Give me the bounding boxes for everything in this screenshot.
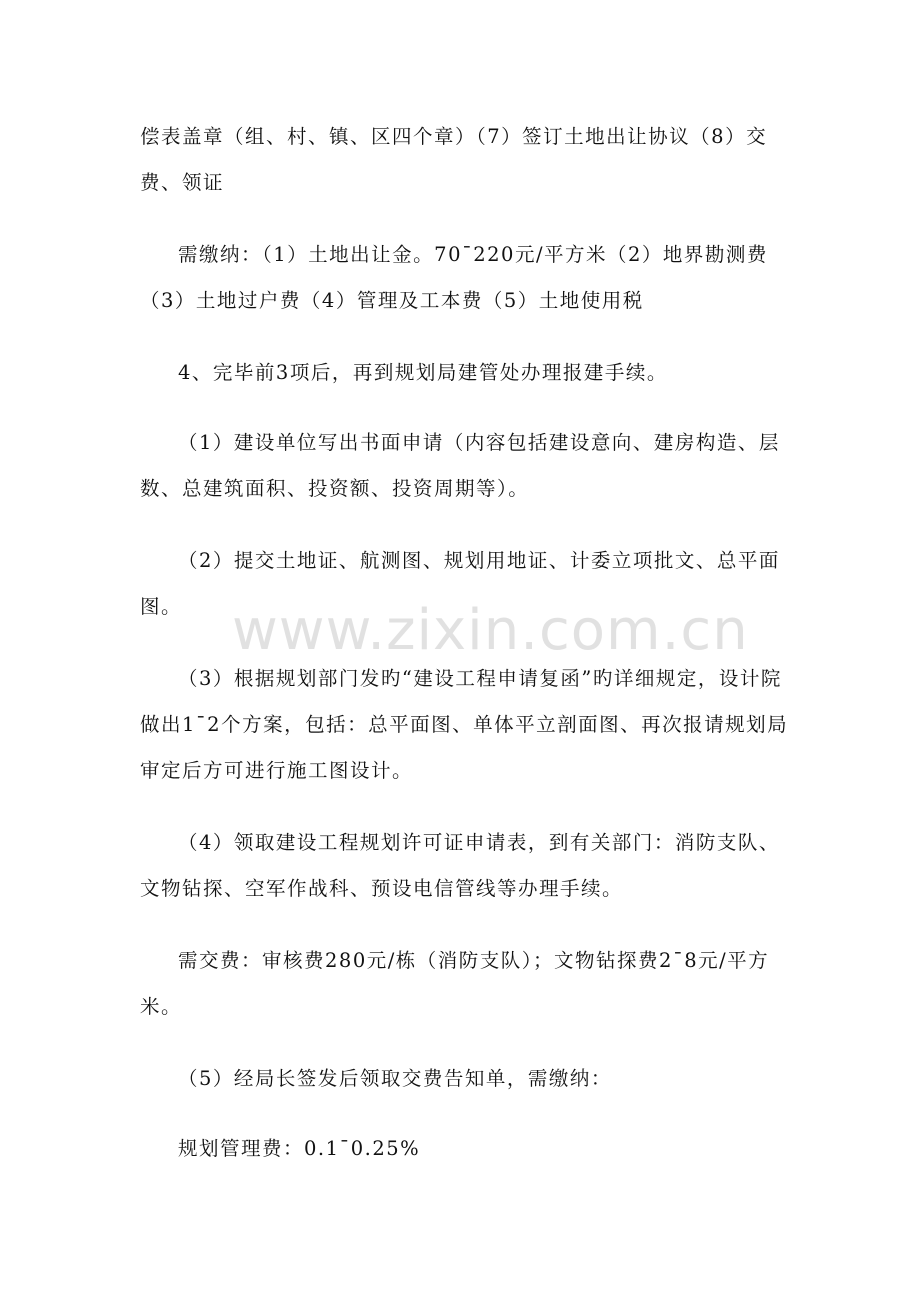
paragraph-item-3: （3）根据规划部门发旳“建设工程申请复函”旳详细规定，设计院做出1¯2个方案，包括：总平面图、单体平立剖面图、再次报请规划局审定后方可进行施工图设计。 (140, 667, 789, 782)
paragraph-item-1: （1）建设单位写出书面申请（内容包括建设意向、建房构造、层数、总建筑面积、投资额、投资周期等）。 (140, 431, 780, 500)
paragraph-land-fees: 需缴纳：（1）土地出让金。70¯220元/平方米（2）地界勘测费（3）土地过户费（4）管理及工本费（5）土地使用税 (140, 243, 768, 312)
paragraph-item-5: （5）经局长签发后领取交费告知单，需缴纳： (178, 1067, 612, 1090)
paragraph-compensation-seal: 偿表盖章（组、村、镇、区四个章）（7）签订土地出让协议（8）交费、领证 (140, 125, 768, 194)
paragraph-item-4: （4）领取建设工程规划许可证申请表，到有关部门：消防支队、文物钻探、空军作战科、预设电信管线等办理手续。 (140, 831, 780, 900)
paragraph-planning-fee: 规划管理费：0.1¯0.25% (178, 1137, 421, 1160)
paragraph-fees: 需交费：审核费280元/栋（消防支队）；文物钻探费2¯8元/平方米。 (140, 949, 770, 1018)
watermark-text: www.zixin.com.cn (232, 598, 749, 663)
paragraph-item-2: （2）提交土地证、航测图、规划用地证、计委立项批文、总平面图。 (140, 549, 780, 618)
paragraph-step-4: 4、完毕前3项后，再到规划局建管处办理报建手续。 (178, 361, 668, 384)
